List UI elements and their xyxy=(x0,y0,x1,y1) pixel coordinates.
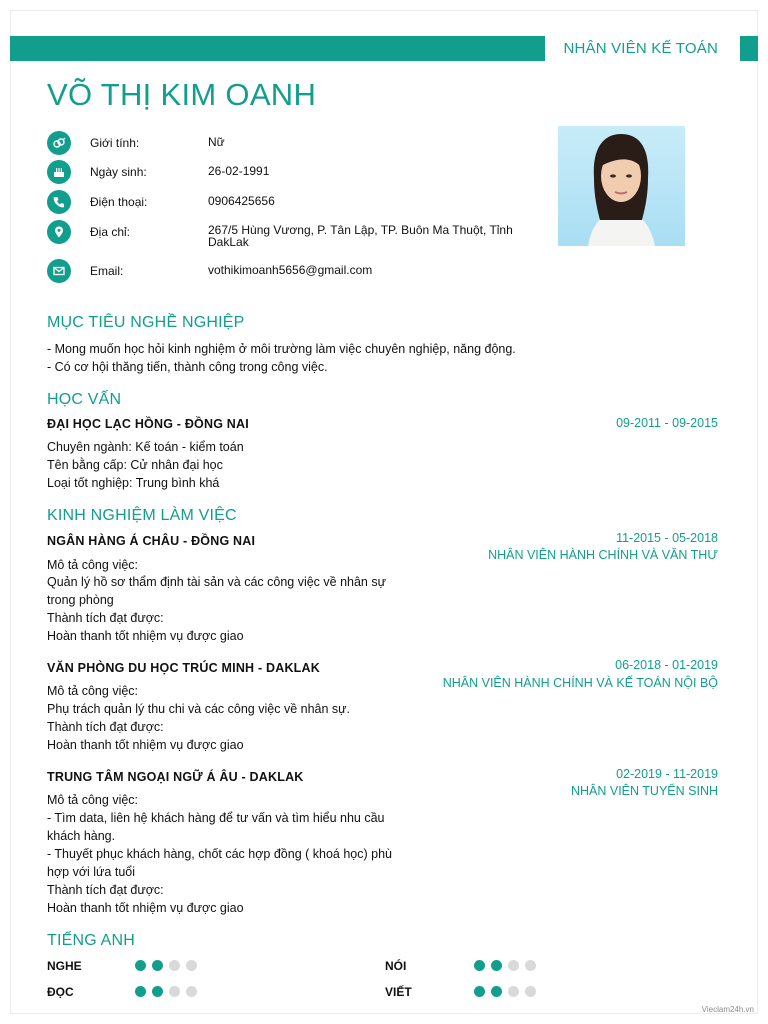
location-pin-icon xyxy=(47,220,71,244)
phone-value: 0906425656 xyxy=(208,194,275,208)
rating-dot-empty xyxy=(169,960,180,971)
job-achievement: Hoàn thanh tốt nhiệm vụ được giao xyxy=(47,629,244,643)
rating-dot-filled xyxy=(474,960,485,971)
job-title: NHÂN VIÊN KẾ TOÁN xyxy=(563,40,718,57)
skill-rating-writing xyxy=(474,986,536,997)
section-title-experience: KINH NGHIỆM LÀM VIỆC xyxy=(47,507,237,524)
job-achievement-label: Thành tích đạt được: xyxy=(47,883,164,897)
rating-dot-empty xyxy=(525,960,536,971)
rating-dot-empty xyxy=(169,986,180,997)
rating-dot-filled xyxy=(152,960,163,971)
company-name: NGÂN HÀNG Á CHÂU - ĐỒNG NAI xyxy=(47,534,256,548)
objective-line: - Mong muốn học hỏi kinh nghiệm ở môi trường làm việc chuyên nghiệp, năng động. xyxy=(47,342,516,356)
job-date: 11-2015 - 05-2018 xyxy=(616,531,718,545)
rating-dot-filled xyxy=(152,986,163,997)
company-name: VĂN PHÒNG DU HỌC TRÚC MINH - DAKLAK xyxy=(47,661,320,675)
rating-dot-filled xyxy=(491,960,502,971)
job-achievement-label: Thành tích đạt được: xyxy=(47,611,164,625)
skill-rating-reading xyxy=(135,986,197,997)
job-date: 06-2018 - 01-2019 xyxy=(615,658,718,672)
education-line: Loại tốt nghiệp: Trung bình khá xyxy=(47,476,220,490)
job-desc: - Tìm data, liên hệ khách hàng để tư vấn và tìm hiểu nhu cầu khách hàng. xyxy=(47,811,385,843)
rating-dot-empty xyxy=(186,960,197,971)
profile-photo xyxy=(558,126,685,246)
job-desc: Phụ trách quản lý thu chi và các công việc về nhân sự. xyxy=(47,702,350,716)
section-title-objective: MỤC TIÊU NGHỀ NGHIỆP xyxy=(47,314,245,331)
rating-dot-filled xyxy=(491,986,502,997)
job-desc-label: Mô tả công việc: xyxy=(47,793,139,807)
job-position: NHÂN VIÊN TUYỂN SINH xyxy=(570,784,718,798)
job-position: NHÂN VIÊN HÀNH CHÍNH VÀ KẾ TOÁN NỘI BỘ xyxy=(442,676,718,690)
job-desc: Quản lý hồ sơ thẩm định tài sản và các công việc về nhân sự trong phòng xyxy=(47,575,386,607)
rating-dot-empty xyxy=(186,986,197,997)
skill-label-writing: VIẾT xyxy=(385,985,412,999)
job-achievement-label: Thành tích đạt được: xyxy=(47,720,164,734)
address-label: Địa chỉ: xyxy=(90,225,131,239)
company-name: TRUNG TÂM NGOẠI NGỮ Á ÂU - DAKLAK xyxy=(47,770,304,784)
job-desc-label: Mô tả công việc: xyxy=(47,558,139,572)
education-date: 09-2011 - 09-2015 xyxy=(616,416,718,430)
header-bar-accent xyxy=(740,36,758,61)
job-achievement: Hoàn thanh tốt nhiệm vụ được giao xyxy=(47,901,244,915)
email-value: vothikimoanh5656@gmail.com xyxy=(208,263,373,277)
birthday-label: Ngày sinh: xyxy=(90,165,147,179)
school-name: ĐẠI HỌC LẠC HỒNG - ĐỒNG NAI xyxy=(47,417,249,431)
skill-rating-listening xyxy=(135,960,197,971)
phone-label: Điện thoại: xyxy=(90,195,148,209)
job-desc-label: Mô tả công việc: xyxy=(47,684,139,698)
section-title-education: HỌC VẤN xyxy=(47,391,122,408)
candidate-name: VÕ THỊ KIM OANH xyxy=(47,77,317,112)
watermark: Vieclam24h.vn xyxy=(701,1005,754,1014)
job-date: 02-2019 - 11-2019 xyxy=(616,767,718,781)
job-desc: - Thuyết phục khách hàng, chốt các hợp đồng ( khoá học) phù hợp với lứa tuổi xyxy=(47,847,392,879)
skill-rating-speaking xyxy=(474,960,536,971)
rating-dot-filled xyxy=(135,986,146,997)
address-value: 267/5 Hùng Vương, P. Tân Lập, TP. Buôn Ma Thuột, Tỉnh DakLak xyxy=(208,223,513,249)
rating-dot-filled xyxy=(474,986,485,997)
rating-dot-filled xyxy=(135,960,146,971)
objective-line: - Có cơ hội thăng tiến, thành công trong công việc. xyxy=(47,360,328,374)
header-bar xyxy=(10,36,545,61)
gender-icon xyxy=(47,131,71,155)
education-line: Chuyên ngành: Kế toán - kiểm toán xyxy=(47,440,244,454)
email-icon xyxy=(47,259,71,283)
skill-label-listening: NGHE xyxy=(47,959,82,973)
rating-dot-empty xyxy=(508,960,519,971)
rating-dot-empty xyxy=(508,986,519,997)
email-label: Email: xyxy=(90,264,124,278)
skill-label-speaking: NÓI xyxy=(385,959,407,973)
phone-icon xyxy=(47,190,71,214)
rating-dot-empty xyxy=(525,986,536,997)
job-achievement: Hoàn thanh tốt nhiệm vụ được giao xyxy=(47,738,244,752)
birthday-value: 26-02-1991 xyxy=(208,164,270,178)
gender-label: Giới tính: xyxy=(90,136,140,150)
birthday-cake-icon xyxy=(47,160,71,184)
education-line: Tên bằng cấp: Cử nhân đại học xyxy=(47,458,223,472)
gender-value: Nữ xyxy=(208,135,225,149)
job-position: NHÂN VIÊN HÀNH CHÍNH VÀ VĂN THƯ xyxy=(488,548,718,562)
section-title-english: TIẾNG ANH xyxy=(47,932,136,949)
skill-label-reading: ĐỌC xyxy=(47,985,74,999)
